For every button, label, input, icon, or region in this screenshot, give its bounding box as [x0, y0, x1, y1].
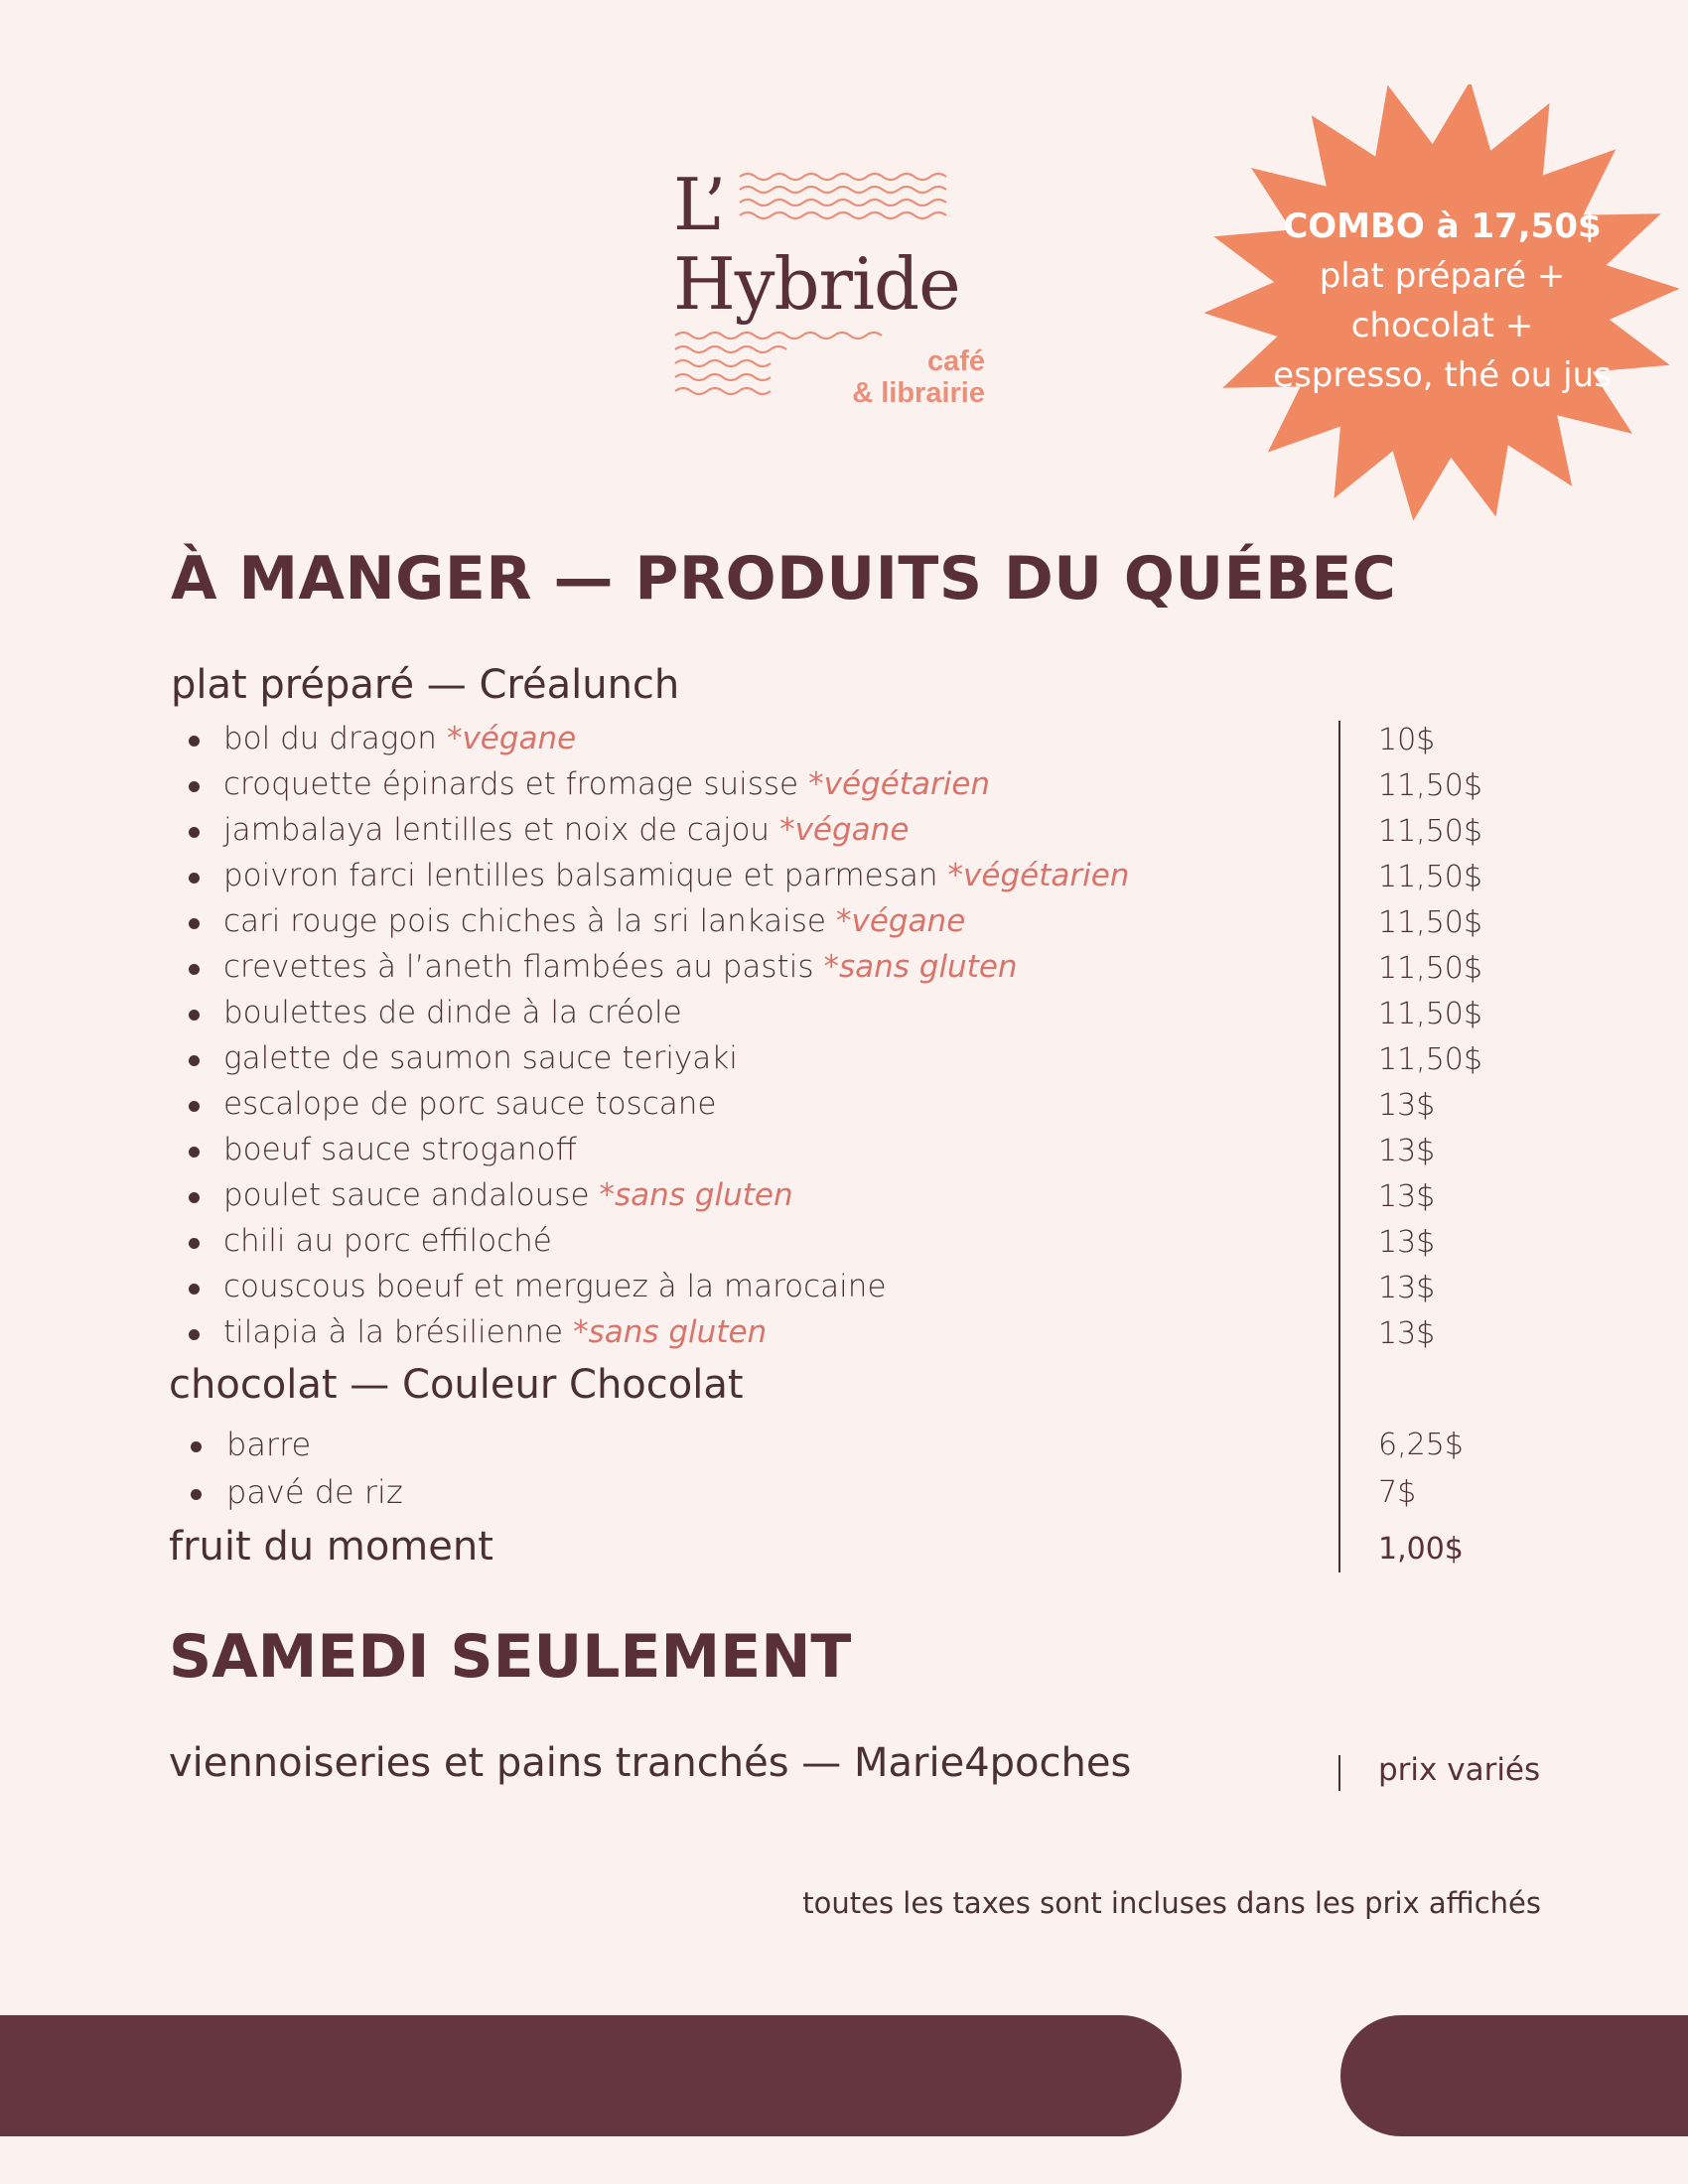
menu-item-name: [223, 903, 965, 939]
menu-item-label: chili au porc effiloché: [223, 1223, 552, 1259]
menu-item-price: 13$: [1378, 1316, 1436, 1351]
menu-item-tag: *végane: [835, 903, 966, 939]
menu-item-name: [223, 1040, 738, 1076]
bullet-icon: [189, 1284, 200, 1295]
logo-text-l: L’: [673, 163, 727, 246]
main-heading: À MANGER — PRODUITS DU QUÉBEC: [171, 544, 1397, 614]
menu-item-name: [223, 766, 990, 802]
tax-note: toutes les taxes sont incluses dans les prix affichés: [802, 1886, 1541, 1920]
bullet-icon: [189, 873, 200, 884]
menu-item-name: [223, 1132, 577, 1167]
bullet-icon: [191, 1489, 202, 1500]
combo-line-1: plat préparé +: [1319, 256, 1566, 296]
combo-badge: [1196, 84, 1688, 521]
menu-item: [0, 1219, 1688, 1265]
menu-item-price: 13$: [1378, 1179, 1436, 1214]
chocolat-item: [0, 1422, 1688, 1467]
menu-item-price: 13$: [1378, 1225, 1436, 1260]
fruit-price: 1,00$: [1378, 1532, 1464, 1567]
menu-item-label: crevettes à l’aneth flambées au pastis: [223, 949, 814, 985]
menu-item-name: [223, 1086, 716, 1122]
menu-item: [0, 1265, 1688, 1310]
menu-item: [0, 1128, 1688, 1173]
samedi-item-name: viennoiseries et pains tranchés — Marie4poches: [169, 1740, 1132, 1786]
price-divider: [1338, 721, 1340, 1572]
samedi-heading: SAMEDI SEULEMENT: [169, 1622, 852, 1692]
menu-item-price: 11,50$: [1378, 997, 1482, 1031]
menu-item-name: [223, 949, 1018, 985]
samedi-price-divider: [1338, 1755, 1340, 1791]
logo-text-hybride: Hybride: [673, 242, 960, 326]
menu-item-tag: *végane: [446, 721, 577, 756]
bullet-icon: [189, 1055, 200, 1066]
menu-item: [0, 991, 1688, 1036]
menu-item: [0, 945, 1688, 991]
menu-item-label: cari rouge pois chiches à la sri lankaise: [223, 903, 826, 939]
menu-item-name: [223, 995, 682, 1030]
menu-item: [0, 1036, 1688, 1082]
chocolat-item-name: pavé de riz: [226, 1473, 403, 1511]
combo-title: COMBO à 17,50$: [1283, 206, 1602, 246]
menu-item-tag: *sans gluten: [599, 1177, 793, 1213]
menu-item: [0, 717, 1688, 762]
menu-item-name: [223, 1269, 887, 1304]
menu-item: [0, 808, 1688, 854]
menu-item-name: [223, 1177, 793, 1213]
bullet-icon: [189, 781, 200, 792]
plat-section-title: plat préparé — Créalunch: [171, 662, 680, 708]
menu-item-price: 11,50$: [1378, 860, 1482, 894]
menu-item-price: 13$: [1378, 1134, 1436, 1168]
chocolat-item-price: 6,25$: [1378, 1428, 1464, 1462]
bullet-icon: [189, 1010, 200, 1021]
combo-line-3: espresso, thé ou jus: [1273, 355, 1612, 395]
bullet-icon: [189, 964, 200, 975]
menu-item-label: bol du dragon: [223, 721, 437, 756]
logo-subtitle-cafe: café: [926, 345, 985, 377]
menu-item-price: 11,50$: [1378, 768, 1482, 803]
menu-item-tag: *sans gluten: [573, 1314, 768, 1350]
menu-item: [0, 1173, 1688, 1219]
menu-item-price: 11,50$: [1378, 905, 1482, 940]
menu-item-label: boeuf sauce stroganoff: [223, 1132, 577, 1167]
menu-item-label: jambalaya lentilles et noix de cajou: [223, 812, 771, 848]
fruit-item-name: fruit du moment: [169, 1524, 493, 1570]
menu-item-name: [223, 812, 909, 848]
menu-item-name: [223, 1314, 767, 1350]
menu-item-tag: *végétarien: [947, 858, 1130, 893]
bullet-icon: [189, 736, 200, 747]
menu-item-price: 13$: [1378, 1271, 1436, 1305]
menu-item-name: [223, 1223, 552, 1259]
combo-line-2: chocolat +: [1350, 306, 1534, 345]
bullet-icon: [189, 1238, 200, 1249]
bullet-icon: [189, 827, 200, 838]
bullet-icon: [189, 1192, 200, 1203]
bullet-icon: [189, 918, 200, 929]
logo: [635, 159, 1013, 427]
menu-item-price: 11,50$: [1378, 1042, 1482, 1077]
menu-item-name: [223, 858, 1129, 893]
menu-item-price: 11,50$: [1378, 814, 1482, 849]
menu-item-tag: *végétarien: [808, 766, 991, 802]
menu-item: [0, 854, 1688, 899]
chocolat-item: [0, 1469, 1688, 1515]
chocolat-section-title: chocolat — Couleur Chocolat: [169, 1362, 744, 1408]
menu-item-price: 13$: [1378, 1088, 1436, 1123]
footer-decoration-right: [1340, 2015, 1688, 2136]
menu-item-label: escalope de porc sauce toscane: [223, 1086, 717, 1122]
menu-item-label: poivron farci lentilles balsamique et parmesan: [223, 858, 938, 893]
menu-item-tag: *végane: [779, 812, 910, 848]
chocolat-item-name: barre: [226, 1426, 312, 1463]
bullet-icon: [191, 1441, 202, 1452]
menu-item-label: tilapia à la brésilienne: [223, 1314, 564, 1350]
menu-item: [0, 762, 1688, 808]
menu-item-label: galette de saumon sauce teriyaki: [223, 1040, 738, 1076]
menu-item-price: 10$: [1378, 723, 1436, 757]
menu-item-label: croquette épinards et fromage suisse: [223, 766, 799, 802]
menu-item: [0, 899, 1688, 945]
footer-decoration-left: [0, 2015, 1182, 2136]
menu-item-label: poulet sauce andalouse: [223, 1177, 590, 1213]
chocolat-item-price: 7$: [1378, 1475, 1417, 1510]
menu-item: [0, 1310, 1688, 1356]
menu-item-label: couscous boeuf et merguez à la marocaine: [223, 1269, 887, 1304]
menu-item-tag: *sans gluten: [823, 949, 1018, 985]
menu-item-name: [223, 721, 576, 756]
bullet-icon: [189, 1147, 200, 1158]
bullet-icon: [189, 1329, 200, 1340]
menu-item-price: 11,50$: [1378, 951, 1482, 986]
menu-item-label: boulettes de dinde à la créole: [223, 995, 682, 1030]
menu-item: [0, 1082, 1688, 1128]
samedi-price: prix variés: [1378, 1752, 1541, 1788]
logo-subtitle-librairie: & librairie: [852, 377, 985, 409]
bullet-icon: [189, 1101, 200, 1112]
